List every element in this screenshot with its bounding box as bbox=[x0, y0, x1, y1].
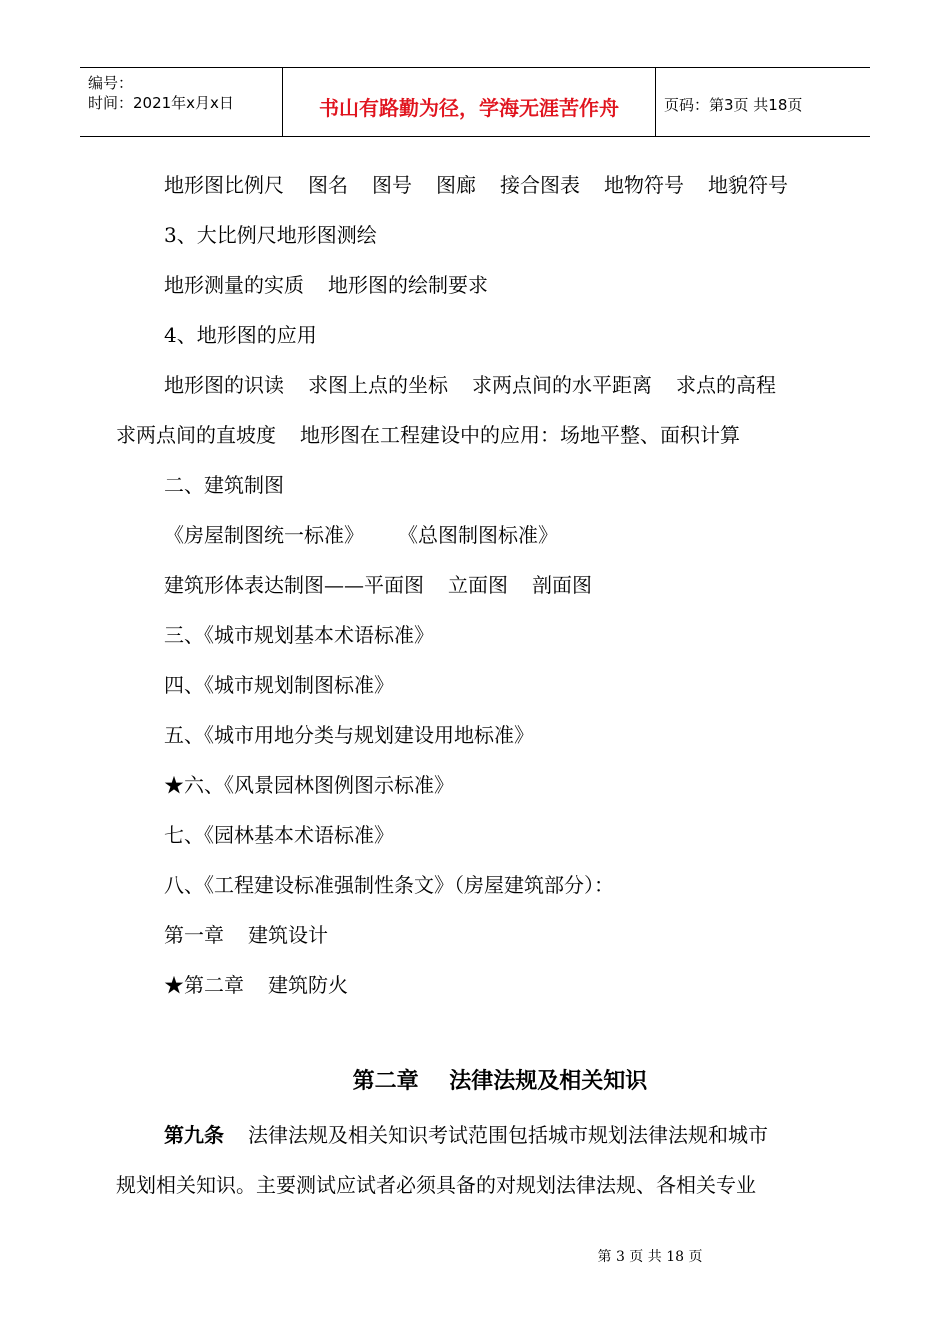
line-survey bbox=[164, 273, 488, 297]
term: 地物符号 bbox=[604, 173, 684, 197]
term: 求点的高程 bbox=[676, 373, 776, 397]
term: 地形图在工程建设中的应用：场地平整、面积计算 bbox=[300, 423, 740, 447]
term: 立面图 bbox=[448, 573, 508, 597]
term: 求两点间的水平距离 bbox=[472, 373, 652, 397]
serial-label: 编号： bbox=[88, 74, 134, 92]
heading-section-8: 八、《工程建设标准强制性条文》（房屋建筑部分）： bbox=[164, 873, 614, 897]
chapter-title: 第二章 法律法规及相关知识 bbox=[352, 1069, 648, 1094]
term: 接合图表 bbox=[500, 173, 580, 197]
header-motto-cell bbox=[283, 68, 656, 136]
term: 《总图制图标准》 bbox=[398, 523, 558, 547]
page-header bbox=[80, 67, 870, 137]
line-chapter-1 bbox=[164, 923, 328, 947]
article-line-2: 规划相关知识。主要测试应试者必须具备的对规划法律法规、各相关专业 bbox=[116, 1173, 756, 1197]
article-label: 第九条 bbox=[164, 1123, 224, 1147]
term: 地形图比例尺 bbox=[164, 173, 284, 197]
line-map-terms bbox=[164, 173, 788, 197]
term: 图廊 bbox=[436, 173, 476, 197]
term: 图名 bbox=[308, 173, 348, 197]
page-info: 页码：第3页 共18页 bbox=[664, 96, 803, 114]
term: 建筑设计 bbox=[248, 923, 328, 947]
heading-section-2: 二、建筑制图 bbox=[164, 473, 284, 497]
page-footer: 第 3 页 共 18 页 bbox=[597, 1249, 703, 1265]
heading-section-7: 七、《园林基本术语标准》 bbox=[164, 823, 394, 847]
line-drawings bbox=[164, 573, 592, 597]
line-chapter-2 bbox=[164, 973, 348, 997]
heading-section-4: 四、《城市规划制图标准》 bbox=[164, 673, 394, 697]
heading-4: 4、地形图的应用 bbox=[164, 323, 317, 347]
term: 地形图的绘制要求 bbox=[328, 273, 488, 297]
header-meta-cell bbox=[80, 68, 283, 136]
heading-3: 3、大比例尺地形图测绘 bbox=[164, 223, 377, 247]
article-text-1: 法律法规及相关知识考试范围包括城市规划法律法规和城市 bbox=[248, 1123, 768, 1147]
line-application-2 bbox=[116, 423, 740, 447]
term: 第一章 bbox=[164, 923, 224, 947]
term: 地形测量的实质 bbox=[164, 273, 304, 297]
term: ★第二章 bbox=[164, 973, 244, 997]
term: 建筑防火 bbox=[268, 973, 348, 997]
heading-section-6: ★六、《风景园林图例图示标准》 bbox=[164, 773, 454, 797]
term: 求图上点的坐标 bbox=[308, 373, 448, 397]
term: 建筑形体表达制图——平面图 bbox=[164, 573, 424, 597]
term: 地貌符号 bbox=[708, 173, 788, 197]
term: 剖面图 bbox=[532, 573, 592, 597]
line-standards bbox=[164, 523, 558, 547]
term: 求两点间的直坡度 bbox=[116, 423, 276, 447]
article-line-1 bbox=[164, 1123, 768, 1147]
term: 图号 bbox=[372, 173, 412, 197]
date-label: 时间：2021年x月x日 bbox=[88, 94, 234, 112]
header-page-cell bbox=[656, 68, 870, 136]
line-application-1 bbox=[164, 373, 776, 397]
term: 《房屋制图统一标准》 bbox=[164, 523, 364, 547]
heading-section-5: 五、《城市用地分类与规划建设用地标准》 bbox=[164, 723, 534, 747]
heading-section-3: 三、《城市规划基本术语标准》 bbox=[164, 623, 434, 647]
motto: 书山有路勤为径，学海无涯苦作舟 bbox=[319, 96, 619, 120]
term: 地形图的识读 bbox=[164, 373, 284, 397]
